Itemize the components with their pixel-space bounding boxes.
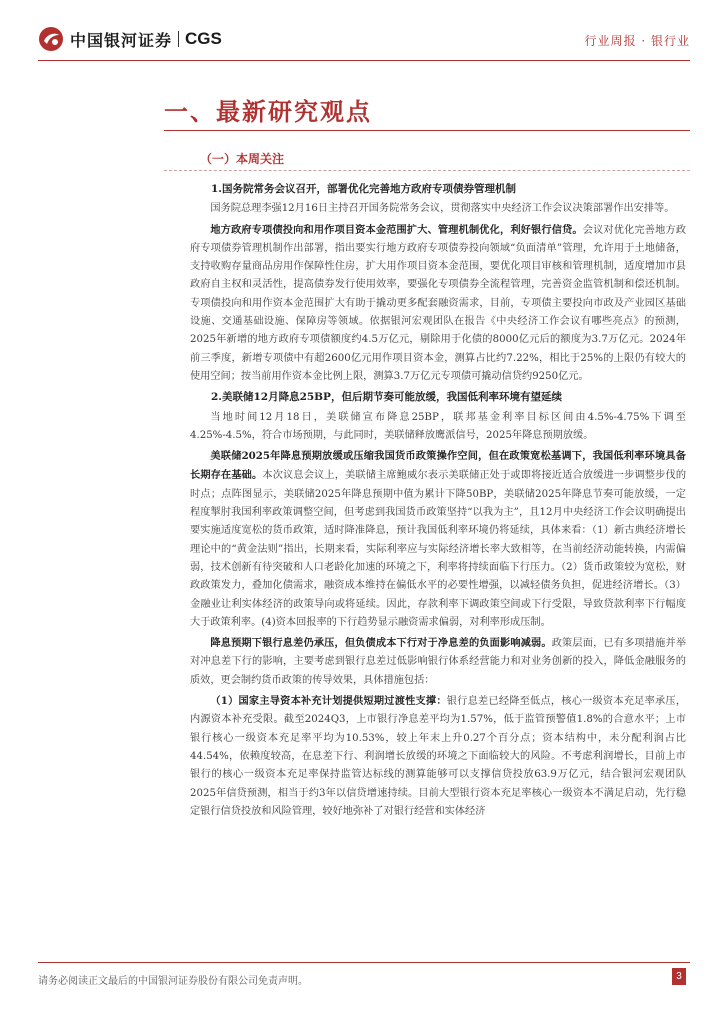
paragraph-2 xyxy=(190,221,686,387)
topic-heading-1: 1.国务院常务会议召开，部署优化完善地方政府专项债券管理机制 xyxy=(211,183,516,195)
paragraph-3: 当地时间12月18日，美联储宣布降息25BP，联邦基金利率目标区间由4.5%-4.75%下调至4.25%-4.5%，符合市场预期，与此同时，美联储释放鹰派信号，2025年降息预期放缓。 xyxy=(190,411,686,441)
paragraph-4-text: 本次议息会议上，美联储主席鲍威尔表示美联储正处于或即将接近适合放缓进一步调整步伐的时点；点阵图显示，美联储2025年降息预期中值为累计下降50BP，美联储2025年降息节奏可能放缓，一定程度掣肘我国利率政策调整空间，但考虑到我国货币政策坚持“以我为主”，且12月中央经济工作会议明确提出要实施适度宽松的货币政策，适时降准降息，预计我国低利率环境仍将延续，具体来看：（1）新古典经济增长理论中的“黄金法则”指出，长期来看，实际利率应与实际经济增长率大致相等，在当前经济动能转换，内需偏弱，技术创新有待突破和人口老龄化加速的环境之下，利率将持续面临下行压力。（2）货币政策较为宽松，财政政策发力，叠加化债需求，融资成本维持在偏低水平的必要性增强，以减轻债务负担，促进经济增长。（3）金融业让利实体经济的政策导向或将延续。因此，存款利率下调政策空间或下行受限，导致贷款利率下行幅度大于政策利率。(4)资本回报率的下行趋势显示融资需求偏弱，对利率形成压制。 xyxy=(190,470,686,628)
topic-heading-2: 2.美联储12月降息25BP，但后期节奏可能放缓，我国低利率环境有望延续 xyxy=(211,391,562,404)
paragraph-6-lead: （1）国家主导资本补充计划提供短期过渡性支撑： xyxy=(210,695,447,708)
page-number: 3 xyxy=(672,968,686,985)
logo-chinese-name: 中国银河证券 xyxy=(70,30,173,50)
paragraph-5-text: 政策层面，已有多项措施并举对冲息差下行的影响，主要考虑到银行息差过低影响银行体系经营能力和对业务创新的投入，降低金融服务的质效，更会制约货币政策的传导效果，具体措施包括： xyxy=(190,638,687,686)
paragraph-4 xyxy=(190,447,686,632)
paragraph-1: 国务院总理李强12月16日主持召开国务院常务会议，贯彻落实中央经济工作会议决策部署作出安排等。 xyxy=(210,203,675,215)
page-header xyxy=(0,0,724,66)
footer-divider xyxy=(38,962,690,963)
company-logo xyxy=(38,26,222,52)
section-divider xyxy=(164,130,690,131)
paragraph-6 xyxy=(190,692,686,821)
header-divider xyxy=(38,60,690,61)
paragraph-2-text: 会议对优化完善地方政府专项债券管理机制作出部署，指出要实行地方政府专项债券投向领域“负面清单”管理，允许用于土地储备，支持收购存量商品房用作保障性住房，扩大用作项目资本金范围，要优化项目审核和管理机制，适度增加市县政府自主权和灵活性，提高债券发行使用效率，要强化专项债券全流程管理，完善资金监管机制和偿还机制。专项债投向和用作资本金范围扩大有助于撬动更多配套融资需求，目前，专项债主要投向市政及产业园区基础设施、交通基础设施、保障房等领域。依据银河宏观团队在报告《中央经济工作会议有哪些亮点》的预测，2025年新增的地方政府专项债额度约4.5万亿元，剔除用于化债的8000亿元后的额度为3.7万亿元。2024年前三季度，新增专项债中有超2600亿元用作项目资本金，测算占比约7.22%，相比于25%的上限仍有较大的使用空间；按当前用作资本金比例上限，测算3.7万亿元专项债可撬动信贷约9250亿元。 xyxy=(190,224,687,382)
footer-disclaimer: 请务必阅读正文最后的中国银河证券股份有限公司免责声明。 xyxy=(38,976,308,987)
paragraph-5-lead: 降息预期下银行息差仍承压，但负债成本下行对于净息差的负面影响减弱。 xyxy=(210,637,552,650)
logo-english-name: CGS xyxy=(185,29,222,48)
paragraph-2-lead: 地方政府专项债投向和用作项目资本金范围扩大、管理机制优化，利好银行信贷。 xyxy=(210,223,583,236)
paragraph-4-lead: 美联储2025年降息预期放缓或压缩我国货币政策操作空间，但在政策宽松基调下，我国低利率环境具备长期存在基础。 xyxy=(190,450,686,482)
report-type-label: 行业周报 · 银行业 xyxy=(584,34,690,48)
article-body xyxy=(190,180,686,823)
paragraph-6-text: 银行息差已经降至低点，核心一级资本充足率承压，内源资本补充受限。截至2024Q3，上市银行净息差平均为1.57%，低于监管预警值1.8%的合意水平；上市银行核心一级资本充足率平均为10.53%，较上年末上升0.27个百分点；资本结构中，未分配利润占比44.54%，依赖度较高，在息差下行、利润增长放缓的环境之下面临较大的风险。不考虑利润增长，目前上市银行的核心一级资本充足率保持监管达标线的测算能够可以支撑信贷投放63.9万亿元，结合银河宏观团队2025年信贷预测，相当于约3年以信贷增速持续。目前大型银行资本充足率核心一级资本不满足启动，先行稳定银行信贷投放和风险管理，较好地弥补了对银行经营和实体经济 xyxy=(190,696,687,817)
subsection-divider xyxy=(164,170,690,172)
section-title: 一、最新研究观点 xyxy=(164,97,372,126)
galaxy-logo-icon xyxy=(38,26,64,52)
subsection-title: （一）本周关注 xyxy=(200,152,285,166)
paragraph-5 xyxy=(190,634,686,690)
logo-separator xyxy=(178,31,179,47)
